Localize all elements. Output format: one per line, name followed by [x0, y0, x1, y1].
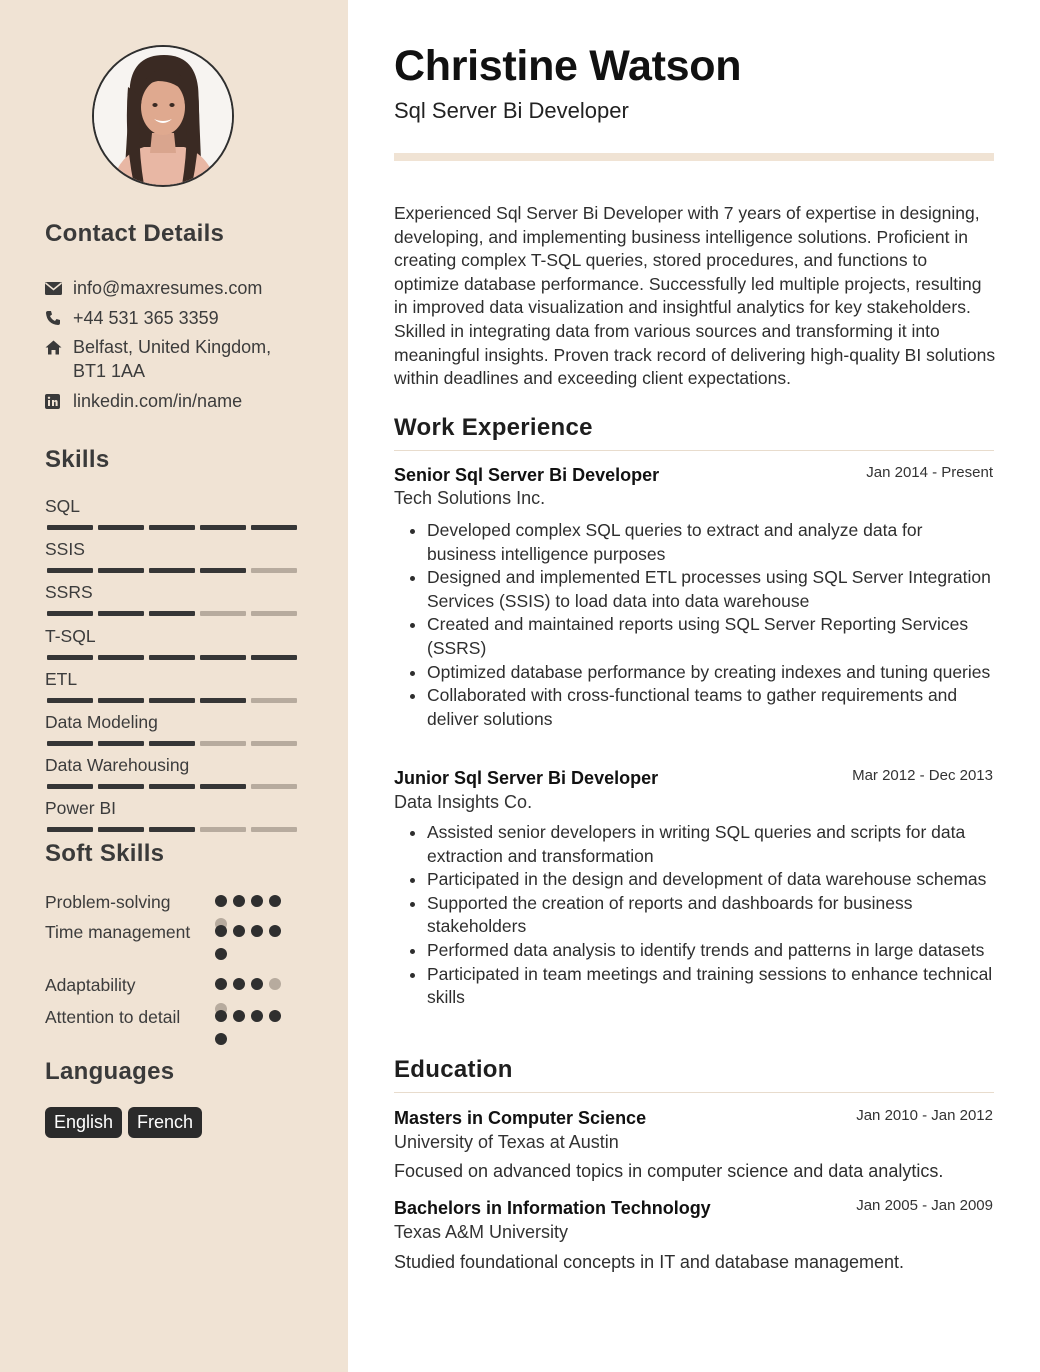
job-bullet: • Supported the creation of reports and dashboards for business stakeholders	[427, 892, 994, 939]
skill-level-segment	[98, 741, 144, 746]
skill-level-segment	[251, 568, 297, 573]
skill-name: ETL	[45, 668, 78, 689]
skill-level-bar	[47, 784, 297, 789]
contact-email-text: info@maxresumes.com	[73, 278, 263, 298]
rating-dot	[215, 895, 227, 907]
skill-level-segment	[200, 525, 246, 530]
rating-dot	[215, 1010, 227, 1022]
phone-icon	[45, 306, 73, 330]
job-bullet: • Created and maintained reports using SQL Server Reporting Services (SSRS)	[427, 613, 994, 660]
contact-address	[45, 335, 305, 383]
home-icon	[45, 335, 73, 359]
soft-skill-name: Adaptability	[45, 975, 136, 995]
skill-level-segment	[149, 827, 195, 832]
skill-level-segment	[47, 741, 93, 746]
degree-title: Masters in Computer Science	[394, 1108, 647, 1128]
skill-level-segment	[251, 784, 297, 789]
skill-name: Data Modeling	[45, 712, 158, 732]
skill-level-segment	[200, 568, 246, 573]
contact-heading: Contact Details	[45, 220, 225, 247]
skill-level-segment	[149, 698, 195, 703]
job-bullet: • Performed data analysis to identify trends and patterns in large datasets	[427, 939, 994, 963]
skill-level-segment	[149, 525, 195, 530]
skill-level-segment	[200, 827, 246, 832]
skill-level-bar	[47, 741, 297, 746]
skill-level-segment	[47, 525, 93, 530]
skill-level-segment	[200, 611, 246, 616]
rating-dot	[233, 895, 245, 907]
skill-level-segment	[47, 827, 93, 832]
skill-level-segment	[47, 568, 93, 573]
school-name: University of Texas at Austin	[394, 1132, 619, 1152]
job-bullet: • Collaborated with cross-functional teams to gather requirements and deliver solutions	[427, 684, 994, 731]
job-dates: Jan 2014 - Present	[866, 464, 993, 481]
skill-name: Data Warehousing	[45, 755, 190, 776]
skill-level-segment	[98, 698, 144, 703]
job-title: Senior Sql Server Bi Developer	[394, 465, 660, 485]
contact-linkedin-text: linkedin.com/in/name	[73, 391, 243, 411]
skill-level-segment	[149, 655, 195, 660]
work-experience-heading: Work Experience	[394, 414, 593, 441]
skill-level-bar	[47, 827, 297, 832]
rating-dot	[215, 925, 227, 937]
skill-level-bar	[47, 525, 297, 530]
degree-title: Bachelors in Information Technology	[394, 1198, 711, 1218]
skill-level-segment	[200, 655, 246, 660]
contact-phone-text: +44 531 365 3359	[73, 308, 219, 328]
contact-address-text: Belfast, United Kingdom, BT1 1AA	[73, 337, 272, 381]
skill-level-segment	[149, 568, 195, 573]
rating-dot	[269, 925, 281, 937]
soft-skill-name: Time management	[45, 922, 191, 942]
degree-description: Focused on advanced topics in computer science and data analytics.	[394, 1161, 944, 1181]
skill-name: SQL	[45, 496, 81, 516]
header-divider	[394, 153, 994, 161]
job-bullets	[394, 519, 994, 731]
skill-level-segment	[149, 784, 195, 789]
language-badge: French	[128, 1107, 202, 1138]
rating-dot	[269, 978, 281, 990]
rating-dot	[215, 1033, 227, 1045]
languages-list	[45, 1107, 202, 1138]
skill-level-bar	[47, 655, 297, 660]
skill-level-segment	[98, 827, 144, 832]
section-divider	[394, 450, 994, 451]
soft-skill-rating	[215, 895, 281, 907]
skill-level-segment	[200, 741, 246, 746]
avatar	[92, 45, 234, 187]
skill-level-segment	[251, 741, 297, 746]
skill-level-segment	[98, 525, 144, 530]
rating-dot	[251, 978, 263, 990]
job-bullet: • Designed and implemented ETL processes using SQL Server Integration Services (SSIS) to load data into data warehouse	[427, 566, 994, 613]
rating-dot	[269, 1010, 281, 1022]
rating-dot	[233, 925, 245, 937]
skill-level-segment	[47, 611, 93, 616]
skill-level-segment	[47, 655, 93, 660]
skill-name: SSRS	[45, 582, 93, 603]
rating-dot	[233, 1010, 245, 1022]
skill-level-segment	[47, 784, 93, 789]
languages-heading: Languages	[45, 1058, 175, 1085]
skill-level-segment	[200, 784, 246, 789]
skills-heading: Skills	[45, 446, 110, 473]
degree-dates: Jan 2005 - Jan 2009	[856, 1197, 993, 1214]
summary: Experienced Sql Server Bi Developer with 7 years of expertise in designing, developing, and implementing business intelligence solutions. Proficient in creating complex T-SQL queries, stored procedures, and functions to optimize database performance. Successfully led multiple projects, resulting in improved data visualization and insightful analytics for key stakeholders. Skilled in integrating data from various sources and transforming it into meaningful insights. Proven track record of delivering high-quality BI solutions within deadlines and exceeding client expectations.	[394, 203, 996, 389]
linkedin-icon	[45, 389, 73, 413]
skill-level-segment	[149, 611, 195, 616]
skill-name: SSIS	[45, 539, 85, 560]
education-heading: Education	[394, 1056, 513, 1083]
section-divider	[394, 1092, 994, 1093]
skill-level-segment	[251, 827, 297, 832]
job-title: Junior Sql Server Bi Developer	[394, 768, 659, 788]
soft-skill-rating	[215, 925, 281, 937]
sidebar	[0, 0, 348, 1372]
job-bullet: • Assisted senior developers in writing SQL queries and scripts for data extraction and transformation	[427, 821, 994, 868]
soft-skill-rating	[215, 1010, 281, 1022]
skill-level-segment	[149, 741, 195, 746]
skill-level-segment	[251, 611, 297, 616]
job-bullet: • Developed complex SQL queries to extract and analyze data for business intelligence purposes	[427, 519, 994, 566]
skill-level-segment	[98, 784, 144, 789]
skill-name: T-SQL	[45, 625, 96, 646]
skill-level-bar	[47, 698, 297, 703]
soft-skill-rating	[215, 978, 281, 990]
skill-level-segment	[98, 655, 144, 660]
contact-linkedin[interactable]	[45, 389, 305, 413]
job-company: Tech Solutions Inc.	[394, 488, 546, 508]
skill-level-segment	[251, 655, 297, 660]
rating-dot	[215, 978, 227, 990]
skill-name: Power BI	[45, 798, 116, 819]
skill-level-segment	[251, 698, 297, 703]
job-company: Data Insights Co.	[394, 792, 533, 812]
degree-dates: Jan 2010 - Jan 2012	[856, 1107, 993, 1124]
rating-dot	[269, 895, 281, 907]
job-bullet: • Participated in the design and development of data warehouse schemas	[427, 868, 994, 892]
skill-level-segment	[98, 568, 144, 573]
skill-level-segment	[47, 698, 93, 703]
skill-level-bar	[47, 568, 297, 573]
job-bullets	[394, 821, 994, 1010]
job-bullet: • Optimized database performance by creating indexes and tuning queries	[427, 661, 994, 685]
contact-email[interactable]	[45, 276, 305, 300]
language-badge: English	[45, 1107, 122, 1138]
profile-photo	[94, 47, 232, 185]
soft-skill-name: Attention to detail	[45, 1007, 181, 1027]
rating-dot	[251, 925, 263, 937]
school-name: Texas A&M University	[394, 1222, 569, 1242]
job-bullet: • Participated in team meetings and training sessions to enhance technical skills	[427, 963, 994, 1010]
envelope-icon	[45, 276, 73, 300]
degree-description: Studied foundational concepts in IT and database management.	[394, 1252, 905, 1272]
soft-skill-name: Problem-solving	[45, 892, 171, 912]
job-dates: Mar 2012 - Dec 2013	[852, 767, 993, 784]
rating-dot	[233, 978, 245, 990]
candidate-role: Sql Server Bi Developer	[394, 98, 629, 123]
rating-dot	[251, 895, 263, 907]
skill-level-segment	[251, 525, 297, 530]
skill-level-bar	[47, 611, 297, 616]
rating-dot	[215, 948, 227, 960]
candidate-name: Christine Watson	[394, 42, 742, 90]
skill-level-segment	[200, 698, 246, 703]
rating-dot	[251, 1010, 263, 1022]
skill-level-segment	[98, 611, 144, 616]
soft-skills-heading: Soft Skills	[45, 840, 165, 867]
contact-phone[interactable]	[45, 306, 305, 330]
